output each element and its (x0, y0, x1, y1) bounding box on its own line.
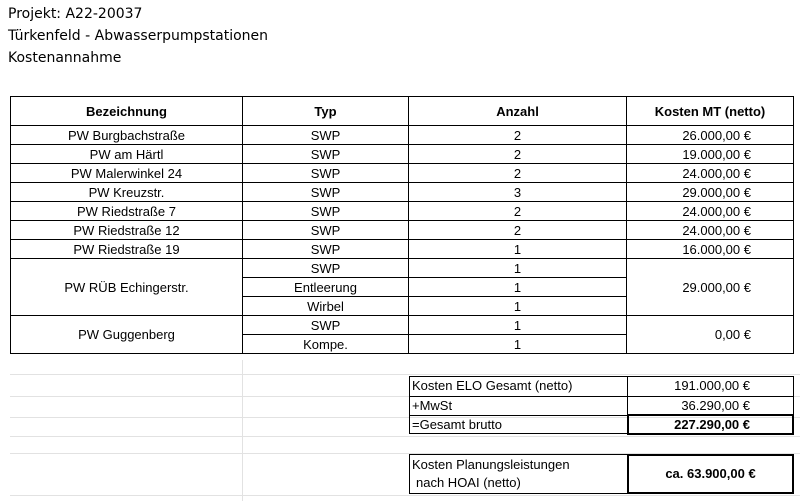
table-row (11, 126, 794, 145)
cell-kosten: 24.000,00 € (627, 221, 794, 240)
cell-name: PW Riedstraße 19 (11, 240, 243, 259)
cell-kosten: 24.000,00 € (627, 164, 794, 183)
mwst-label: +MwSt (412, 398, 453, 413)
cell-name: PW Riedstraße 12 (11, 221, 243, 240)
gridline (10, 495, 800, 496)
table-row (11, 183, 794, 202)
cell-anzahl: 1 (409, 335, 627, 354)
cell-anzahl: 2 (409, 126, 627, 145)
cell-typ: SWP (243, 259, 409, 278)
cost-table (10, 96, 794, 354)
cell-anzahl: 2 (409, 221, 627, 240)
col-header-anzahl: Anzahl (409, 97, 627, 126)
gridline (10, 374, 800, 375)
cell-typ: SWP (243, 126, 409, 145)
table-row (11, 221, 794, 240)
planning-label-line2: nach HOAI (netto) (416, 475, 521, 490)
project-subtitle: Türkenfeld - Abwasserpumpstationen (8, 28, 269, 44)
cell-typ: SWP (243, 145, 409, 164)
cell-anzahl: 1 (409, 240, 627, 259)
col-header-typ: Typ (243, 97, 409, 126)
table-header-row (11, 97, 794, 126)
cell-kosten: 24.000,00 € (627, 202, 794, 221)
cell-typ: SWP (243, 240, 409, 259)
col-header-kosten: Kosten MT (netto) (627, 97, 794, 126)
cell-anzahl: 1 (409, 278, 627, 297)
gridline (10, 436, 800, 437)
cell-typ: SWP (243, 202, 409, 221)
cell-anzahl: 2 (409, 202, 627, 221)
table-row (11, 145, 794, 164)
elo-value: 191.000,00 € (674, 378, 750, 393)
cell-typ: SWP (243, 164, 409, 183)
cell-name: PW RÜB Echingerstr. (11, 259, 243, 316)
cell-kosten: 16.000,00 € (627, 240, 794, 259)
cell-kosten: 19.000,00 € (627, 145, 794, 164)
table-row (11, 240, 794, 259)
gridline (242, 360, 243, 501)
cell-name: PW Malerwinkel 24 (11, 164, 243, 183)
document-type: Kostenannahme (8, 50, 122, 66)
cell-name: PW Burgbachstraße (11, 126, 243, 145)
table-row (11, 164, 794, 183)
planning-value: ca. 63.900,00 € (665, 466, 756, 481)
table-row (11, 316, 794, 335)
planning-label-line1: Kosten Planungsleistungen (412, 457, 570, 472)
cell-typ: Kompe. (243, 335, 409, 354)
cell-kosten: 0,00 € (627, 316, 794, 354)
project-number: Projekt: A22-20037 (8, 6, 143, 22)
table-row (11, 202, 794, 221)
table-row (11, 259, 794, 278)
mwst-value: 36.290,00 € (681, 398, 750, 413)
cell-anzahl: 1 (409, 316, 627, 335)
elo-label: Kosten ELO Gesamt (netto) (412, 378, 573, 393)
cell-name: PW am Härtl (11, 145, 243, 164)
cell-name: PW Riedstraße 7 (11, 202, 243, 221)
cell-typ: SWP (243, 221, 409, 240)
col-header-bezeichnung: Bezeichnung (11, 97, 243, 126)
cell-kosten: 29.000,00 € (627, 183, 794, 202)
cell-kosten: 26.000,00 € (627, 126, 794, 145)
cell-name: PW Guggenberg (11, 316, 243, 354)
cell-typ: Wirbel (243, 297, 409, 316)
cell-anzahl: 1 (409, 259, 627, 278)
brutto-value: 227.290,00 € (674, 417, 750, 432)
cell-typ: SWP (243, 316, 409, 335)
cell-anzahl: 2 (409, 164, 627, 183)
cell-typ: Entleerung (243, 278, 409, 297)
cell-typ: SWP (243, 183, 409, 202)
brutto-label: =Gesamt brutto (412, 417, 502, 432)
cell-anzahl: 1 (409, 297, 627, 316)
cell-kosten: 29.000,00 € (627, 259, 794, 316)
cell-anzahl: 3 (409, 183, 627, 202)
cell-name: PW Kreuzstr. (11, 183, 243, 202)
cell-anzahl: 2 (409, 145, 627, 164)
